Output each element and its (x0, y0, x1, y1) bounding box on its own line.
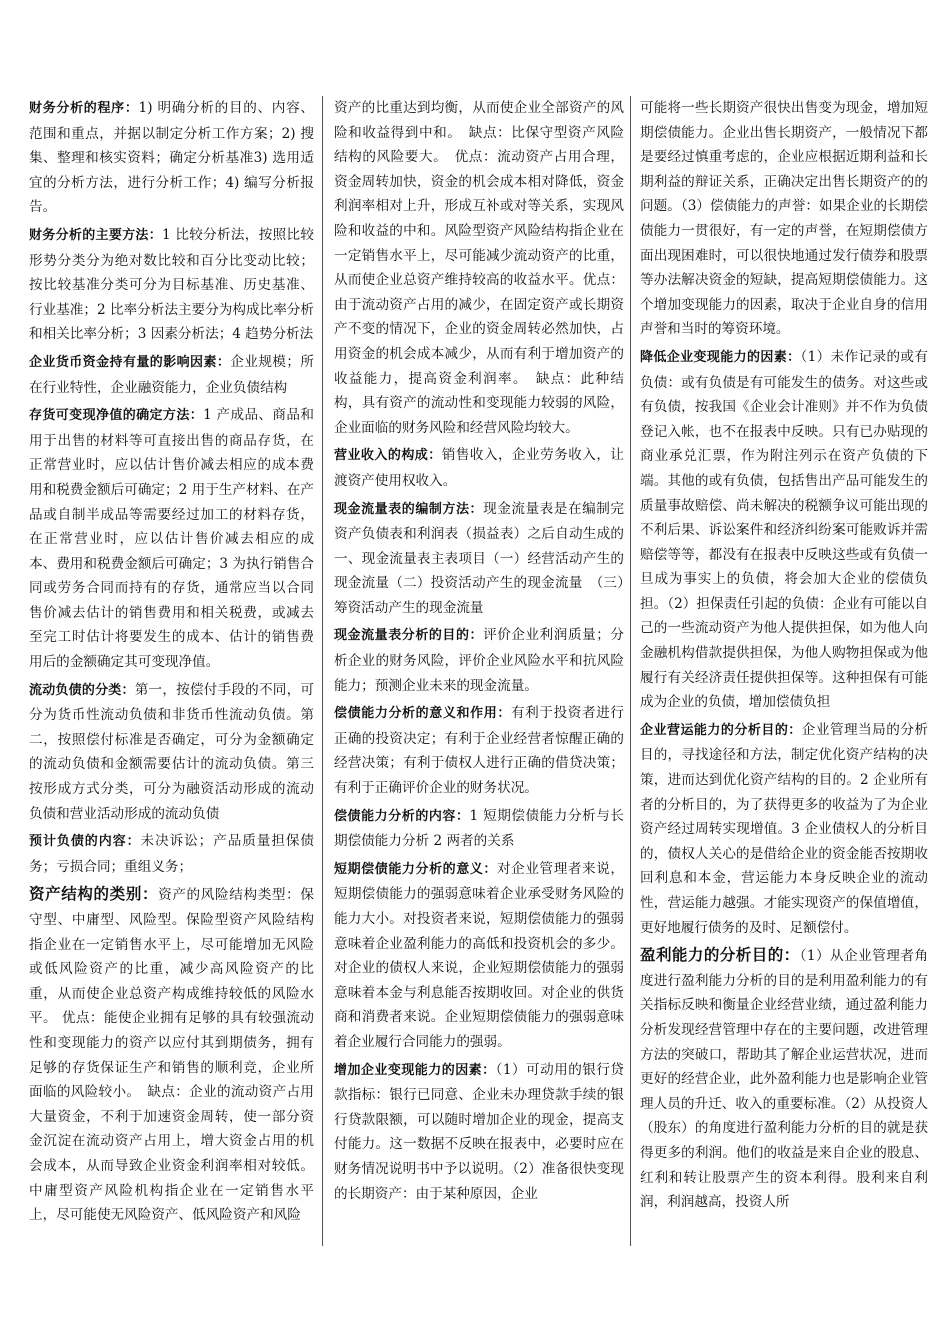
section-liquidity-factors-continued (640, 96, 928, 342)
section-heading: 现金流量表的编制方法： (334, 501, 484, 517)
section-text: （1）未作记录的或有负债：或有负债是有可能发生的债务。对这些或有负债，按我国《企业会计准则》并不作为负债登记入帐，也不在报表中反映。只有已办贴现的商业承兑汇票，作为附注列示在资产负债的下端。其他的或有负债，包括售出产品可能发生的质量事故赔偿、尚未解决的税额争议可能出现的不利后果、诉讼案件和经济纠纷案可能败诉并需赔偿等等，都没有在报表中反映这些或有负债一旦成为事实上的负债，将会加大企业的偿债负担。（2）担保责任引起的负债：企业有可能以自己的一些流动资产为他人提供担保，如为他人向金融机构借款提供担保，为他人购物担保或为他履行有关经济责任提供担保等。这种担保有可能成为企业的负债，增加偿债负担 (640, 348, 928, 711)
section-text: 企业规模；所在行业特性，企业融资能力，企业负债结构 (29, 353, 314, 396)
section-estimated-liabilities (29, 829, 314, 879)
section-heading: 偿债能力分析的意义和作用： (334, 706, 511, 722)
column-divider (630, 96, 631, 1246)
section-asset-structure-types (29, 882, 314, 1227)
section-inventory-net-realizable-value (29, 403, 314, 675)
section-financial-analysis-methods (29, 223, 314, 347)
section-text: 可能将一些长期资产很快出售变为现金，增加短期偿债能力。企业出售长期资产，一般情况下都是要经过慎重考虑的，企业应根据近期利益和长期利益的辩证关系，正确决定出售长期资产的的问题。（3）偿债能力的声誉：如果企业的长期偿债能力一贯很好，有一定的声誉，在短期偿债方面出现困难时，可以很快地通过发行债券和股票等办法解决资金的短缺，提高短期偿债能力。这个增加变现能力的因素，取决于企业自身的信用声誉和当时的筹资环境。 (640, 100, 928, 338)
section-text: 1 产成品、商品和用于出售的材料等可直接出售的商品存货，在正常营业时，应以估计售价减去相应的成本费用和税费金额后可确定；2 用于生产材料、在产品或自制半成品等需要经过加工的材料存货，在正常营业时，应以估计售价减去相应的成本、费用和税费金额后可确定；3 为执行销售合同或劳务合同而持有的存货，通常应当以合同售价减去估计的销售费用和相关税费，或减去至完工时估计将要发生的成本、估计的销售费用后的金额确定其可变现净值。 (29, 407, 314, 671)
column-2 (334, 96, 624, 1246)
section-heading: 营业收入的构成： (334, 448, 442, 464)
section-text: 企业管理当局的分析目的，寻找途径和方法，制定优化资产结构的决策，进而达到优化资产结构的目的。2 企业所有者的分析目的，为了获得更多的收益为了为企业资产经过周转实现增值。3 企业债权人的分析目的，债权人关心的是借给企业的资金能否按期收回利息和本金，营运能力本身反映企业的流动性，营运能力越强。才能实现资产的保值增值，更好地履行债务的及时、足额偿付。 (640, 721, 928, 936)
section-cash-flow-analysis-purpose (334, 623, 624, 698)
section-text: 资产的比重达到均衡，从而使企业全部资产的风险和收益得到中和。 缺点：比保守型资产风险结构的风险要大。 优点：流动资产占用合理，资金周转加快，资金的机会成本相对降低，资金利润率相对上升，形成互补或对等关系，实现风险和收益的中和。风险型资产风险结构指企业在一定销售水平上，尽可能减少流动资产的比重，从而使企业总资产维持较高的收益水平。优点：由于流动资产占用的减少，在固定资产或长期资产不变的情况下，企业的资金周转必然加快，占用资金的机会成本减少，从而有利于增加资产的收益能力，提高资金利润率。 缺点：此种结构，具有资产的流动性和变现能力较弱的风险，企业面临的财务风险和经营风险均较大。 (334, 100, 624, 436)
section-heading: 短期偿债能力分析的意义： (334, 861, 497, 877)
section-text: 第一，按偿付手段的不同，可分为货币性流动负债和非货币性流动负债。第二，按照偿付标准是否确定，可分为金额确定的流动负债和金额需要估计的流动负债。第三按形成方式分类，可分为融资活动形成的流动负债和营业活动形成的流动负债 (29, 681, 314, 822)
section-heading: 企业营运能力的分析目的： (640, 722, 802, 738)
section-heading: 财务分析的主要方法： (29, 227, 163, 243)
section-solvency-content (334, 804, 624, 854)
section-heading: 财务分析的程序： (29, 101, 139, 116)
section-heading: 现金流量表分析的目的： (334, 628, 484, 644)
section-text: 资产的风险结构类型：保守型、中庸型、风险型。保险型资产风险结构指企业在一定销售水平上，尽可能增加无风险或低风险资产的比重，减少高风险资产的比重，从而使企业总资产构成维持较低的风险水平。 优点：能使企业拥有足够的具有较强流动性和变现能力的资产以应付其到期债务，拥有足够的存货保证生产和销售的顺利竞，企业所面临的风险较小。 缺点：企业的流动资产占用大量资金，不利于加速资金周转，使一部分资金沉淀在流动资产占用上，增大资金占用的机会成本，从而导致企业资金利润率相对较低。 中庸型资产风险机构指企业在一定销售水平上，尽可能使无风险资产、低风险资产和风险 (29, 887, 314, 1224)
section-text: （1）从企业管理者角度进行盈利能力分析的目的是利用盈利能力的有关指标反映和衡量企业经营业绩，通过盈利能力分析发现经营管理中存在的主要问题，改进管理方法的突破口，帮助其了解企业运营状况，进而更好的经营企业，此外盈利能力也是影响企业管理人员的升迁、收入的重要标准。（2）从投资人（股东）的角度进行盈利能力分析的目的就是获得更多的利润。他们的收益是来自企业的股息、红利和转让股票产生的资本利得。股利来自利润，利润越高，投资人所 (640, 948, 928, 1211)
section-heading: 偿债能力分析的内容： (334, 808, 470, 824)
section-cash-flow-statement-preparation (334, 497, 624, 621)
column-3 (640, 96, 928, 1246)
section-profitability-purpose (640, 943, 928, 1215)
section-current-liabilities-classification (29, 678, 314, 827)
section-text: 有利于投资者进行正确的投资决定；有利于企业经营者惊醒正确的经营决策；有利于债权人进行正确的借贷决策；有利于正确评价企业的财务状况。 (334, 705, 624, 797)
section-operating-capacity-purpose (640, 718, 928, 940)
section-cash-holding-factors (29, 350, 314, 400)
section-heading: 资产结构的类别： (29, 885, 159, 904)
section-text: 1 比较分析法，按照比较形势分类分为绝对数比较和百分比变动比较；按比较基准分类可分为目标基准、历史基准、行业基准；2 比率分析法主要分为构成比率分析和相关比率分析；3 因素分析法；4 趋势分析法 (29, 226, 314, 343)
section-heading: 流动负债的分类： (29, 682, 135, 698)
section-text: 销售收入，企业劳务收入，让渡资产使用权收入。 (334, 447, 624, 489)
section-text: 对企业管理者来说，短期偿债能力的强弱意味着企业承受财务风险的能力大小。对投资者来说，短期偿债能力的强弱意味着企业盈利能力的高低和投资机会的多少。对企业的债权人来说，企业短期偿债能力的强弱意味着本金与利息能否按期收回。对企业的供货商和消费者来说。企业短期偿债能力的强弱意味着企业履行合同能力的强弱。 (334, 860, 624, 1050)
section-heading: 存货可变现净值的确定方法： (29, 408, 204, 424)
section-text: 未决诉讼；产品质量担保债务；亏损合同；重组义务； (29, 833, 314, 875)
column-1 (29, 96, 314, 1246)
section-increase-liquidity-factors (334, 1058, 624, 1207)
section-financial-analysis-procedure (29, 96, 314, 220)
section-heading: 降低企业变现能力的因素： (640, 349, 801, 365)
section-operating-revenue (334, 443, 624, 493)
section-text: （1）可动用的银行贷款指标：银行已同意、企业未办理贷款手续的银行贷款限额，可以随时增加企业的现金，提高支付能力。这一数据不反映在报表中，必要时应在财务情况说明书中予以说明。（2）准备很快变现的长期资产：由于某种原因，企业 (334, 1061, 624, 1202)
section-text: 1 短期偿债能力分析与长期偿债能力分析 2 两者的关系 (334, 807, 624, 850)
section-text: 1) 明确分析的目的、内容、范围和重点，并据以制定分析工作方案；2) 搜集、整理和核实资料；确定分析基准3) 选用适宜的分析方法，进行分析工作；4) 编写分析报告。 (29, 100, 314, 216)
section-text: 评价企业利润质量；分析企业的财务风险，评价企业风险水平和抗风险能力；预测企业未来的现金流量。 (334, 627, 624, 694)
section-decrease-liquidity-factors (640, 345, 928, 715)
section-asset-structure-continued (334, 96, 624, 440)
column-divider (322, 96, 323, 1246)
section-text: 现金流量表是在编制完资产负债表和利润表（损益表）之后自动生成的一、现金流量表主表项目（一）经营活动产生的现金流量（二）投资活动产生的现金流量 （三）筹资活动产生的现金流量 (334, 500, 624, 616)
section-heading: 企业货币资金持有量的影响因素： (29, 354, 231, 370)
section-heading: 盈利能力的分析目的： (640, 946, 800, 965)
section-solvency-significance (334, 701, 624, 800)
section-heading: 预计负债的内容： (29, 834, 141, 850)
section-heading: 增加企业变现能力的因素： (334, 1062, 496, 1078)
section-short-term-solvency (334, 857, 624, 1055)
